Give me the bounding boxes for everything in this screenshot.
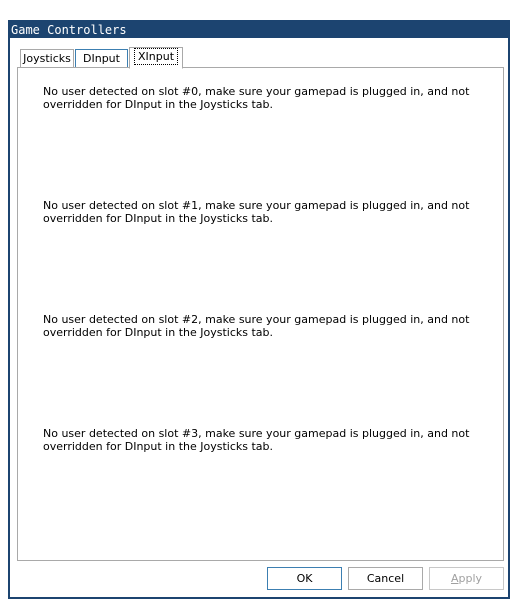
- slot-0-message: No user detected on slot #0, make sure your gamepad is plugged in, and not overridden for DInput in the Joysticks tab.: [43, 85, 470, 111]
- apply-mnemonic: A: [450, 572, 459, 585]
- slot-2-message: No user detected on slot #2, make sure your gamepad is plugged in, and not overridden for DInput in the Joysticks tab.: [43, 313, 470, 339]
- apply-button[interactable]: [429, 567, 504, 590]
- window-title[interactable]: Game Controllers: [10, 22, 508, 38]
- tab-joysticks-label: Joysticks: [23, 52, 71, 65]
- slot-1-message: No user detected on slot #1, make sure your gamepad is plugged in, and not overridden for DInput in the Joysticks tab.: [43, 199, 470, 225]
- ok-button[interactable]: OK: [267, 567, 342, 590]
- tab-xinput[interactable]: [129, 47, 183, 69]
- apply-label-rest: pply: [458, 572, 483, 585]
- tab-dinput-label: DInput: [83, 52, 120, 65]
- tab-xinput-label: XInput: [135, 49, 177, 64]
- xinput-panel: [17, 67, 504, 561]
- tab-dinput[interactable]: [75, 49, 128, 68]
- tab-joysticks[interactable]: [20, 49, 74, 68]
- cancel-button[interactable]: Cancel: [348, 567, 423, 590]
- slot-3-message: No user detected on slot #3, make sure your gamepad is plugged in, and not overridden for DInput in the Joysticks tab.: [43, 427, 470, 453]
- game-controllers-window: [8, 20, 510, 599]
